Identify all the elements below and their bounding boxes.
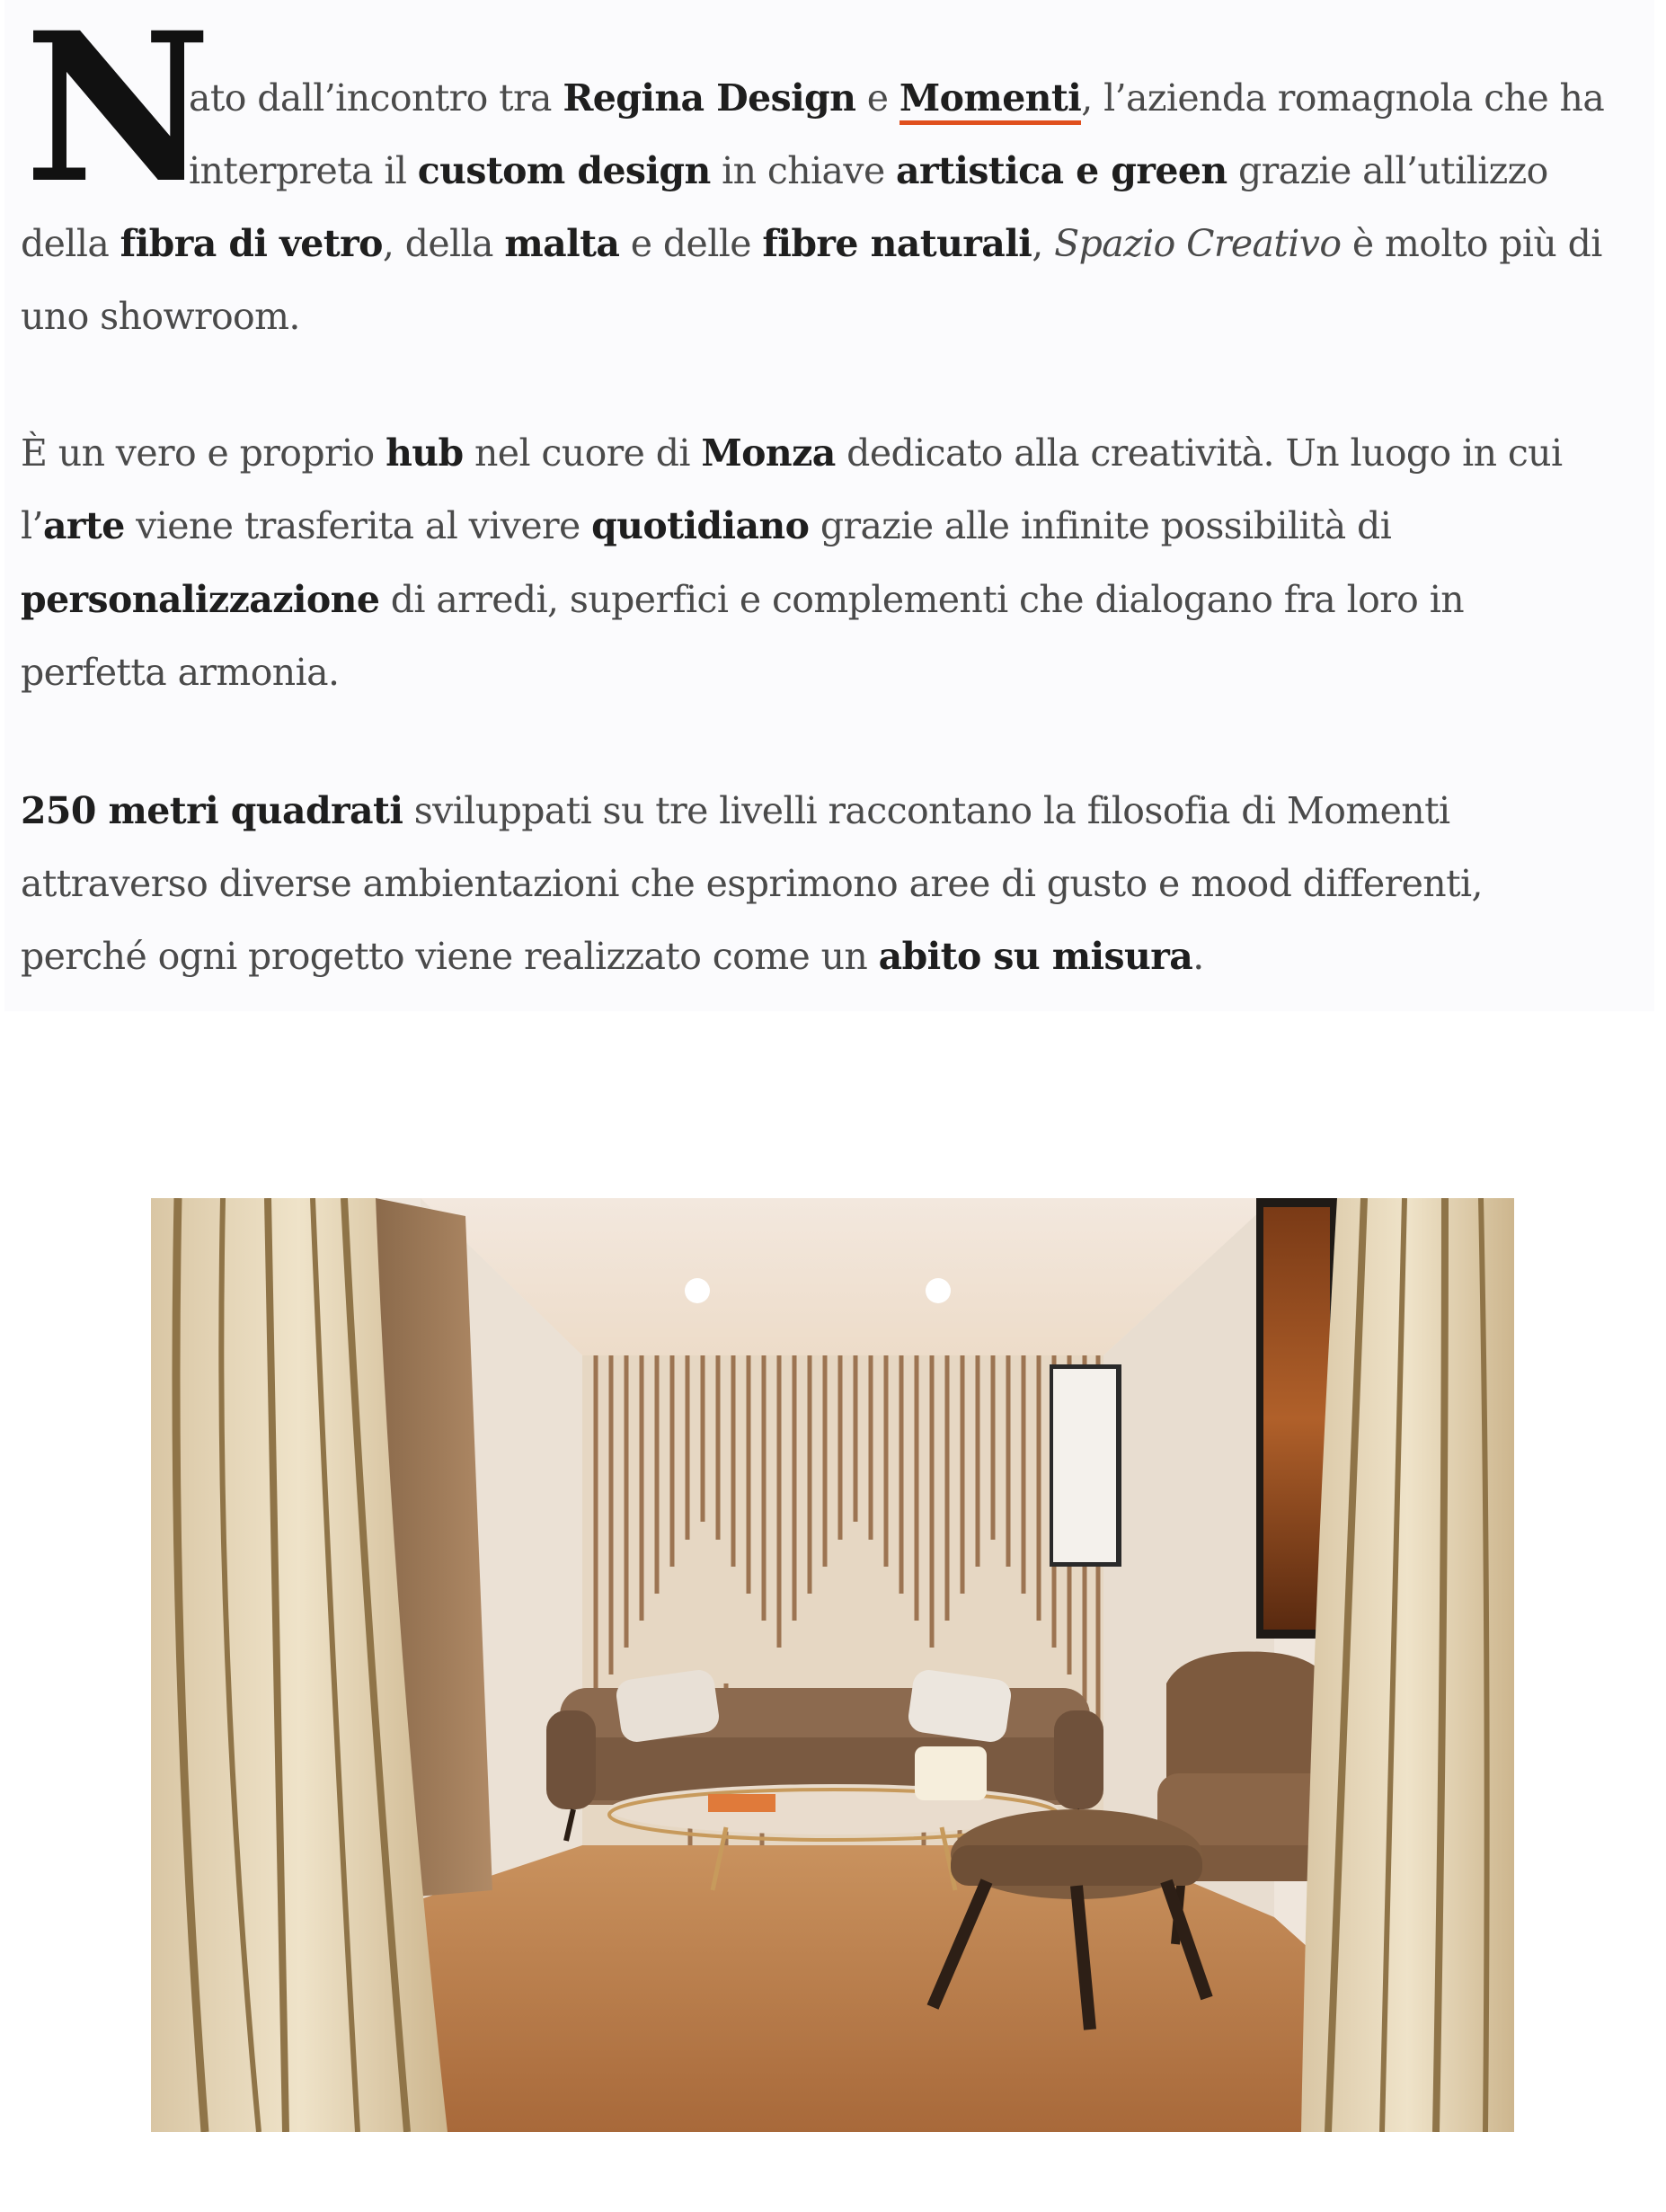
paragraph-1-line-4: uno showroom.	[21, 295, 300, 338]
right-curtain	[1301, 1198, 1514, 2132]
paragraph-1-line-1: ato dall’incontro tra Regina Design e Momenti, l’azienda romagnola che ha	[189, 62, 1604, 135]
paragraph-1-line-3: della fibra di vetro, della malta e delle fibre naturali, Spazio Creativo è molto più di	[21, 222, 1602, 265]
dropcap-letter: N	[24, 0, 212, 228]
ceiling-light	[685, 1278, 710, 1303]
showroom-photo	[151, 1198, 1514, 2132]
paragraph-2-line-4: perfetta armonia.	[21, 651, 340, 694]
article-text-block	[4, 0, 1654, 1011]
paragraph-2-line-1: È un vero e proprio hub nel cuore di Monza dedicato alla creatività. Un luogo in cui	[21, 431, 1563, 475]
ceiling-light	[926, 1278, 951, 1303]
showroom-illustration	[151, 1198, 1514, 2132]
paragraph-3-line-2: attraverso diverse ambientazioni che esprimono aree di gusto e mood differenti,	[21, 862, 1483, 905]
paragraph-1-line-2: interpreta il custom design in chiave artistica e green grazie all’utilizzo	[189, 149, 1548, 192]
paragraph-3-line-1: 250 metri quadrati sviluppati su tre livelli raccontano la filosofia di Momenti	[21, 789, 1450, 832]
paragraph-2-line-2: l’arte viene trasferita al vivere quotidiano grazie alle infinite possibilità di	[21, 504, 1392, 547]
paragraph-2-line-3: personalizzazione di arredi, superfici e complementi che dialogano fra loro in	[21, 578, 1465, 621]
paragraph-3-line-3: perché ogni progetto viene realizzato come un abito su misura.	[21, 935, 1204, 978]
momenti-link[interactable]: Momenti	[899, 76, 1081, 125]
